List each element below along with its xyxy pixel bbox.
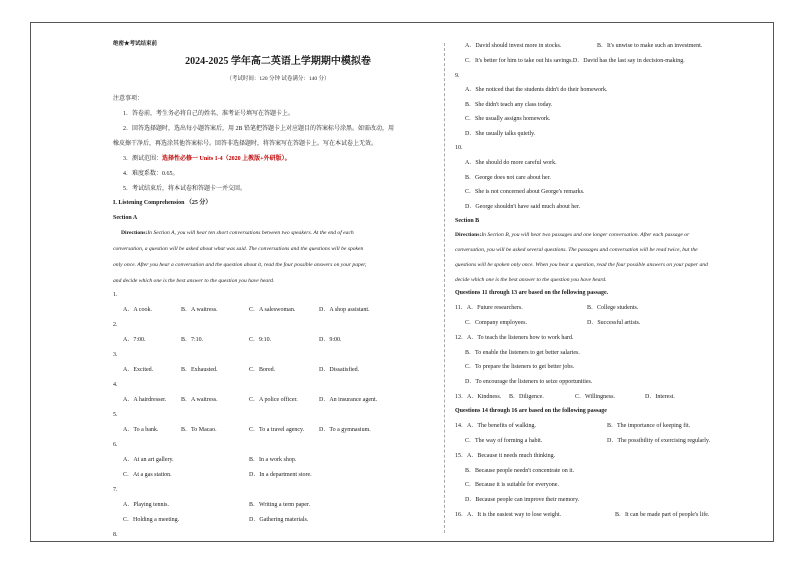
q15-option-a[interactable]: 15．A．Because it needs much thinking. — [455, 453, 556, 459]
exam-info: （考试时间：120 分钟 试卷满分：140 分） — [226, 76, 330, 82]
directions-a-line1 — [121, 226, 354, 241]
q10-option-b[interactable]: B．George does not care about her. — [465, 175, 551, 181]
q3-option-a[interactable]: A．Excited. — [123, 367, 154, 373]
q9-option-d[interactable]: D．She usually talks quietly. — [465, 131, 536, 137]
q13-option-a[interactable]: 13．A．Kindness. — [455, 394, 502, 400]
sectionB-heading: Section B — [455, 218, 480, 224]
q3-number: 3. — [113, 352, 118, 358]
q13-options — [455, 393, 675, 401]
q12-option-a[interactable]: 12．A．To teach the listeners how to work hard. — [455, 335, 574, 341]
q16-options-ab — [455, 511, 709, 519]
q5-option-c[interactable]: C．To a travel agency. — [249, 427, 305, 433]
q8-options-ab — [465, 42, 702, 50]
q7-option-a[interactable]: A．Playing tennis. — [123, 502, 169, 508]
q13-option-b[interactable]: B．Diligence. — [509, 394, 544, 400]
q5-options — [123, 426, 371, 434]
q7-options-ab — [123, 501, 310, 509]
q5-option-a[interactable]: A．To a bank. — [123, 427, 159, 433]
q14-option-b[interactable]: B．The importance of keeping fit. — [607, 423, 691, 429]
q3-option-c[interactable]: C．Bored. — [249, 367, 276, 373]
q15-option-c[interactable]: C．Because it is suitable for everyone. — [465, 482, 559, 488]
questions-11-13-heading: Questions 11 through 13 are based on the following passage. — [455, 290, 609, 296]
part1-heading: I. Listening Comprehension （25 分） — [113, 200, 212, 206]
q4-number: 4. — [113, 382, 118, 388]
q7-option-b[interactable]: B．Writing a term paper. — [249, 502, 311, 508]
q11-options-ab — [455, 304, 638, 312]
directions-text: In Section A, you will hear ten short conversations between two speakers. At the end of each — [147, 230, 354, 236]
column-divider — [444, 43, 445, 533]
q5-option-d[interactable]: D．To a gymnasium. — [319, 427, 371, 433]
q2-option-a[interactable]: A．7:00. — [123, 337, 146, 343]
q6-options-ab — [123, 456, 296, 464]
q3-option-d[interactable]: D．Dissatisfied. — [319, 367, 360, 373]
q16-option-a[interactable]: 16．A．It is the easiest way to lose weight. — [455, 512, 561, 518]
q6-number: 6. — [113, 442, 118, 448]
q11-option-b[interactable]: B．College students. — [587, 305, 639, 311]
q1-option-b[interactable]: B．A waitress. — [181, 307, 218, 313]
q11-option-a[interactable]: 11．A．Future researchers. — [455, 305, 523, 311]
q2-option-d[interactable]: D．9:00. — [319, 337, 342, 343]
note-1: 1．答卷前，考生务必将自己的姓名、准考证号填写在答题卡上。 — [123, 111, 295, 117]
test-scope: 选择性必修一 Units 1-4（2020 上教版+外研版）。 — [162, 156, 291, 162]
q1-option-c[interactable]: C．A saleswoman. — [249, 307, 296, 313]
note-5: 5．考试结束后，将本试卷和答题卡一并交回。 — [123, 186, 247, 192]
q3-option-b[interactable]: B．Exhausted. — [181, 367, 218, 373]
q14-options-cd — [465, 437, 710, 445]
note-3 — [123, 155, 291, 163]
q10-number: 10. — [455, 145, 463, 151]
q1-options — [123, 306, 370, 314]
directions-b-line2: conversation, you will be asked several questions. The passages and conversation will be read twice, but the — [455, 247, 698, 253]
q14-options-ab — [455, 422, 690, 430]
secret-label: 绝密★考试结束前 — [113, 41, 158, 47]
q6-option-b[interactable]: B．In a work shop. — [249, 457, 297, 463]
q12-option-d[interactable]: D．To encourage the listeners to seize opportunities. — [465, 379, 593, 385]
directions-b-line3: questions will be spoken only once. When you hear a question, read the four possible answers on your paper and — [455, 262, 708, 268]
q9-option-b[interactable]: B．She didn't teach any class today. — [465, 102, 553, 108]
q9-number: 9. — [455, 73, 460, 79]
note-2-cont: 橡皮擦干净后，再选涂其他答案标号。回答非选择题时，将答案写在答题卡上。写在本试卷上无效。 — [113, 141, 378, 147]
q15-option-b[interactable]: B．Because people needn't concentrate on it. — [465, 468, 575, 474]
directions-label: Directions: — [121, 230, 148, 236]
q10-option-a[interactable]: A．She should do more careful work. — [465, 160, 557, 166]
q6-options-cd — [123, 471, 312, 479]
q13-option-c[interactable]: C．Willingness. — [575, 394, 615, 400]
directions-b-line4: decide which one is the best answer to the question you have heard. — [455, 277, 607, 283]
notes-heading: 注意事项： — [113, 96, 144, 102]
q6-option-a[interactable]: A．At an art gallery. — [123, 457, 174, 463]
q8-option-b[interactable]: B．It's unwise to make such an investment. — [597, 43, 703, 49]
q8-option-a[interactable]: A．David should invest more in stocks. — [465, 43, 562, 49]
q8-options-cd[interactable]: C．It's better for him to take out his savings.D．David has the last say in decision-making. — [465, 58, 685, 64]
q14-option-a[interactable]: 14．A．The benefits of walking. — [455, 423, 536, 429]
q16-option-b[interactable]: B．It can be made part of people's life. — [615, 512, 710, 518]
q14-option-c[interactable]: C．The way of forming a habit. — [465, 438, 543, 444]
note-3-label: 3．测试范围： — [123, 156, 163, 162]
q4-option-a[interactable]: A．A hairdresser. — [123, 397, 167, 403]
q7-option-d[interactable]: D．Gathering materials. — [249, 517, 309, 523]
q4-options — [123, 396, 377, 404]
q1-option-d[interactable]: D．A shop assistant. — [319, 307, 370, 313]
q6-option-c[interactable]: C．At a gas station. — [123, 472, 172, 478]
q14-option-d[interactable]: D．The possibility of exercising regularly. — [607, 438, 711, 444]
directions-b-label: Directions: — [455, 232, 482, 238]
q9-option-a[interactable]: A．She noticed that the students didn't do their homework. — [465, 87, 608, 93]
q6-option-d[interactable]: D．In a department store. — [249, 472, 312, 478]
q7-option-c[interactable]: C．Holding a meeting. — [123, 517, 180, 523]
q2-options — [123, 336, 342, 344]
q7-options-cd — [123, 516, 308, 524]
directions-a-line3: only once. After you hear a conversation and the question about it, read the four possible answers on your paper, — [113, 262, 367, 268]
q4-option-d[interactable]: D．An insurance agent. — [319, 397, 378, 403]
q4-option-b[interactable]: B．A waitress. — [181, 397, 218, 403]
q5-option-b[interactable]: B．To Macao. — [181, 427, 217, 433]
q5-number: 5. — [113, 412, 118, 418]
q1-option-a[interactable]: A．A cook. — [123, 307, 152, 313]
q10-option-d[interactable]: D．George shouldn't have said much about her. — [465, 204, 581, 210]
directions-a-line2: conversation, a question will be asked about what was said. The conversations and the questions will be spoken — [113, 246, 364, 252]
q8-number: 8. — [113, 532, 118, 538]
q15-option-d[interactable]: D．Because people can improve their memory. — [465, 497, 580, 503]
exam-page — [30, 22, 774, 542]
directions-b-line1 — [455, 228, 689, 243]
page-title: 2024-2025 学年高二英语上学期期中模拟卷 — [185, 56, 371, 67]
q12-option-c[interactable]: C．To prepare the listeners to get better jobs. — [465, 364, 575, 370]
q1-number: 1. — [113, 292, 118, 298]
q11-option-d[interactable]: D．Successful artists. — [587, 320, 641, 326]
q11-options-cd — [465, 319, 640, 327]
sectionA-heading: Section A — [113, 215, 138, 221]
q7-number: 7. — [113, 487, 118, 493]
q4-option-c[interactable]: C．A police officer. — [249, 397, 298, 403]
q10-option-c[interactable]: C．She is not concerned about George's remarks. — [465, 189, 585, 195]
q2-number: 2. — [113, 322, 118, 328]
note-2: 2．回答选择题时，选出每小题答案后，用 2B 铅笔把答题卡上对应题目的答案标号涂黑。如需改动，用 — [123, 126, 395, 132]
questions-14-16-heading: Questions 14 through 16 are based on the following passage — [455, 408, 607, 414]
directions-a-line4: and decide which one is the best answer to the question you have heard. — [113, 278, 275, 284]
q12-option-b[interactable]: B．To enable the listeners to get better salaries. — [465, 350, 580, 356]
q3-options — [123, 366, 359, 374]
directions-b-text: In Section B, you will hear two passages and one longer conversation. After each passage or — [481, 232, 690, 238]
q13-option-d[interactable]: D．Interest. — [645, 394, 675, 400]
q2-option-b[interactable]: B．7:10. — [181, 337, 204, 343]
note-4: 4．难度系数：0.65。 — [123, 171, 179, 177]
q11-option-c[interactable]: C．Company employees. — [465, 320, 527, 326]
q2-option-c[interactable]: C．9:10. — [249, 337, 272, 343]
q9-option-c[interactable]: C．She usually assigns homework. — [465, 116, 551, 122]
